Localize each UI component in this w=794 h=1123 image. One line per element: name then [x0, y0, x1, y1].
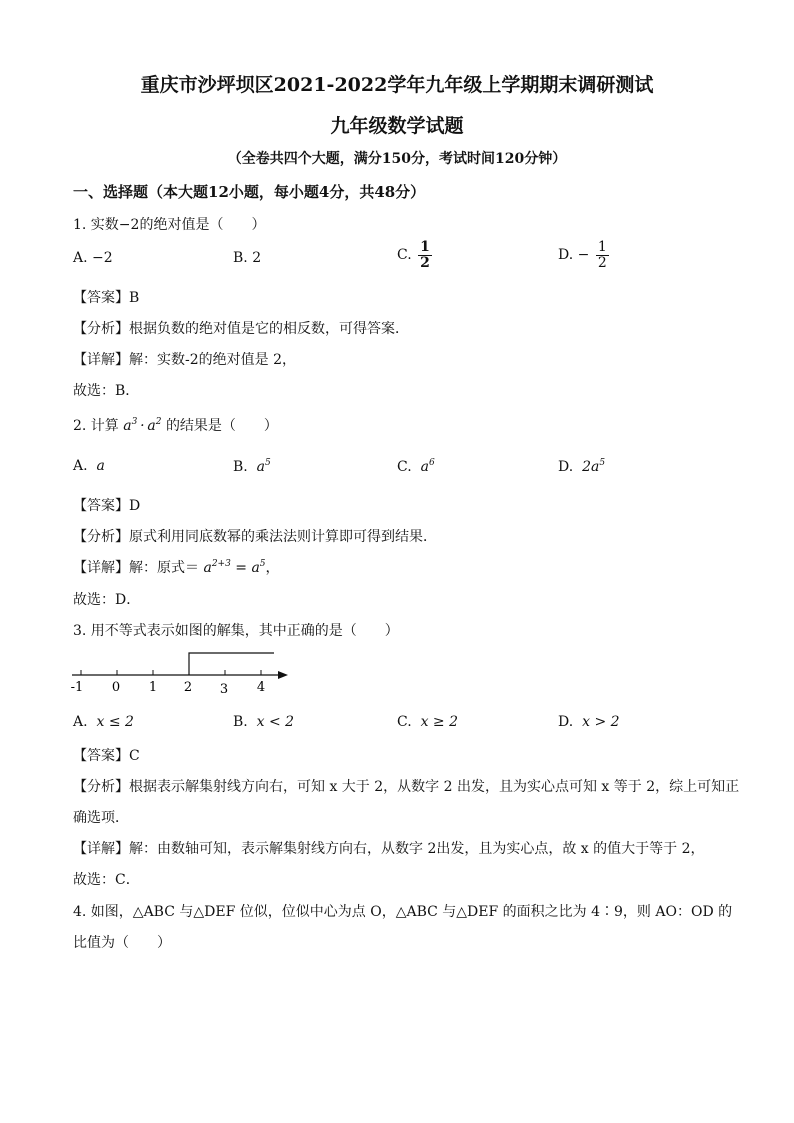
q1-choose: 故选：B．	[73, 383, 140, 399]
q2-expression: $a^3 \cdot a^2$	[123, 417, 162, 434]
q3-option-a-value: x ≤ 2	[96, 714, 134, 730]
section-heading: 一、选择题（本大题12小题，每小题4分，共48分）	[73, 183, 426, 201]
q3-option-a-label: A.	[73, 714, 88, 730]
q2-stem-post: 的结果是（ ）	[165, 418, 278, 434]
q2-option-d-value: $2a^5$	[582, 458, 606, 475]
q3-answer: 【答案】C	[73, 748, 140, 764]
tick-label: 3	[219, 682, 229, 695]
q1-answer: 【答案】B	[73, 290, 140, 306]
number-line-arrow	[278, 671, 288, 679]
q3-option-b-label: B.	[233, 714, 248, 730]
q1-d-numerator: 1	[597, 239, 607, 255]
q1-option-b: B. 2	[233, 250, 262, 266]
q1-detail: 【详解】解：实数-2的绝对值是 2，	[73, 352, 296, 368]
q2-option-d-label: D.	[558, 459, 574, 475]
tick-label: 4	[256, 680, 266, 695]
q3-choose: 故选：C．	[73, 872, 140, 888]
q2-option-a-value: a	[96, 458, 105, 474]
q3-option-d-label: D.	[558, 714, 574, 730]
q2-answer: 【答案】D	[73, 498, 141, 514]
q3-analysis-line2: 确选项．	[73, 810, 129, 826]
q3-option-c	[397, 714, 458, 730]
q3-option-b	[233, 714, 294, 730]
q3-stem: 3. 用不等式表示如图的解集，其中正确的是（ ）	[73, 623, 399, 639]
tick-label: 1	[148, 680, 158, 695]
q2-option-b	[233, 458, 271, 475]
q1-option-d	[558, 240, 611, 270]
q3-detail: 【详解】解：由数轴可知，表示解集射线方向右，从数字 2出发，且为实心点，故 x 的值大于等于 2，	[73, 841, 705, 857]
tick-label: -1	[70, 680, 84, 695]
q2-stem-pre: 2. 计算	[73, 418, 119, 434]
q2-option-a-label: A.	[73, 458, 88, 474]
exam-subtitle: 九年级数学试题	[330, 115, 464, 137]
q3-option-a	[73, 714, 134, 730]
q3-option-d-value: x > 2	[582, 714, 620, 730]
q1-option-d-fraction	[596, 240, 609, 270]
q1-option-c-fraction	[418, 240, 432, 270]
q2-option-c-value: $a^6$	[420, 458, 435, 475]
q3-option-d	[558, 714, 620, 730]
q2-option-c	[397, 458, 435, 475]
q3-option-c-value: x ≥ 2	[420, 714, 459, 730]
q3-analysis-line1: 【分析】根据表示解集射线方向右，可知 x 大于 2，从数字 2 出发，且为实心点可知 x 等于 2，综上可知正	[73, 779, 740, 795]
q2-option-d	[558, 458, 605, 475]
q1-stem: 1. 实数−2的绝对值是（ ）	[73, 217, 266, 233]
q2-option-a	[73, 458, 105, 474]
q1-d-denominator: 2	[597, 254, 607, 271]
exam-title: 重庆市沙坪坝区2021-2022学年九年级上学期期末调研测试	[140, 74, 654, 96]
exam-note: （全卷共四个大题，满分150分，考试时间120分钟）	[227, 151, 567, 167]
q3-option-c-label: C.	[397, 714, 412, 730]
q2-analysis: 【分析】原式利用同底数幂的乘法法则计算即可得到结果．	[73, 529, 437, 545]
q2-option-b-value: $a^5$	[256, 458, 271, 475]
q2-stem	[73, 415, 278, 435]
q4-stem-line2: 比值为（ ）	[73, 935, 171, 951]
q2-detail: 【详解】解：原式＝ $a^{2+3} = a^5$，	[73, 559, 280, 576]
q1-option-c	[397, 240, 434, 270]
tick-label: 0	[111, 680, 121, 695]
q1-c-denominator: 2	[420, 254, 430, 271]
q2-option-b-label: B.	[233, 459, 248, 475]
q1-option-a: A. −2	[73, 250, 113, 266]
q4-stem-line1: 4. 如图，△ABC 与△DEF 位似，位似中心为点 O，△ABC 与△DEF 的面积之比为 4∶9，则 AO：OD 的	[73, 904, 733, 920]
q3-option-b-value: x < 2	[256, 714, 295, 730]
q1-analysis: 【分析】根据负数的绝对值是它的相反数，可得答案．	[73, 321, 409, 337]
number-line-diagram	[66, 645, 296, 695]
q2-choose: 故选：D．	[73, 592, 141, 608]
q2-option-c-label: C.	[397, 459, 412, 475]
q1-option-d-label: D. −	[558, 247, 590, 264]
tick-label: 2	[183, 680, 193, 695]
q2-detail-expression: $a^{2+3} = a^5$	[203, 559, 266, 576]
q1-option-c-label: C.	[397, 247, 412, 264]
q2-detail-pre: 【详解】解：原式＝	[73, 560, 199, 576]
q1-c-numerator: 1	[420, 239, 430, 255]
